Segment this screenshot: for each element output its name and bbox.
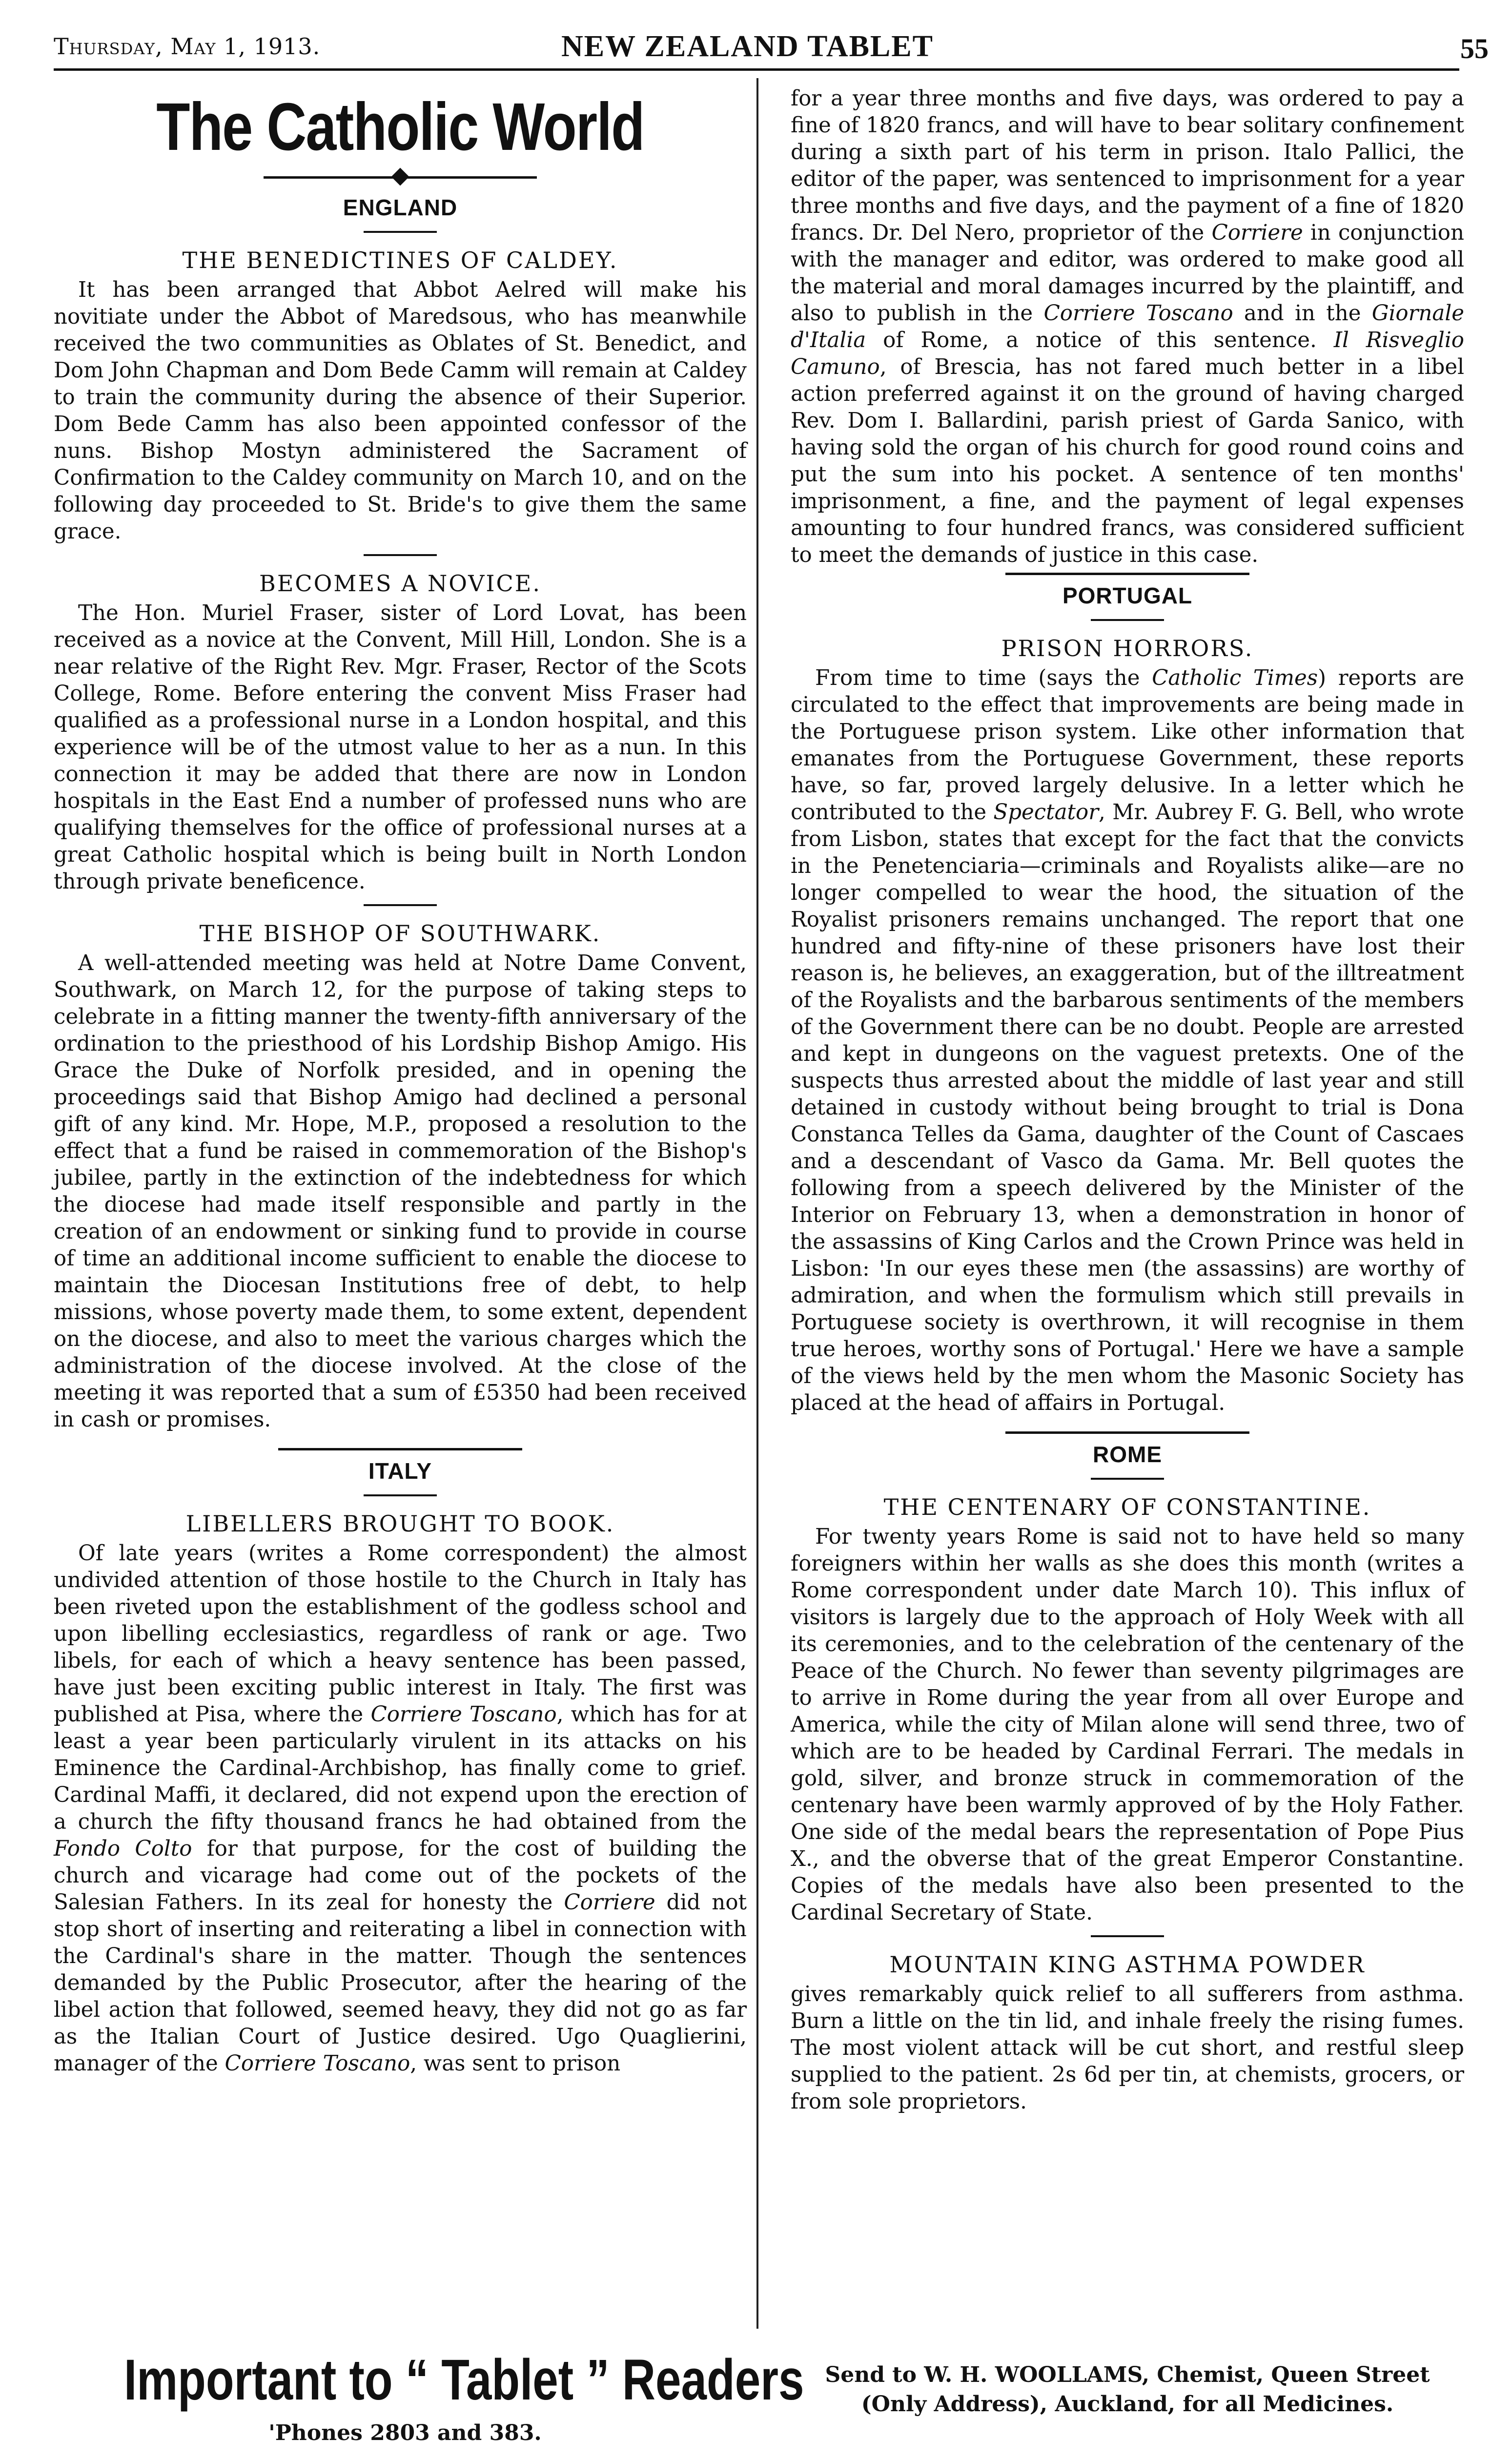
headline-caldey: THE BENEDICTINES OF CALDEY. bbox=[182, 247, 618, 273]
short-rule bbox=[1091, 1478, 1164, 1480]
advert-asthma: gives remarkably quick relief to all sufferers from asthma. Burn a little on the tin lid, and inhale freely the rising fumes. The most violent attack will be cut short, and restful sleep supplied to the patient. 2s 6d per tin, at chemists, grocers, or from sole proprietors. bbox=[791, 1982, 1464, 2114]
short-rule bbox=[364, 1494, 437, 1496]
publication-title: NEW ZEALAND TABLET bbox=[561, 30, 934, 63]
section-italy: ITALY bbox=[368, 1458, 432, 1484]
headline-centenary: THE CENTENARY OF CONSTANTINE. bbox=[883, 1494, 1371, 1520]
ornament-rule bbox=[264, 167, 537, 187]
left-column bbox=[54, 85, 747, 2077]
footer-address-line2: (Only Address), Auckland, for all Medicines. bbox=[861, 2392, 1394, 2417]
footer-phones: 'Phones 2803 and 383. bbox=[268, 2420, 542, 2441]
short-rule bbox=[1091, 619, 1164, 621]
footer-advert bbox=[54, 2348, 804, 2441]
section-england: ENGLAND bbox=[343, 195, 458, 220]
footer-headline: Important to “ Tablet ” Readers bbox=[124, 2348, 804, 2412]
issue-date: Thursday, May 1, 1913. bbox=[54, 33, 321, 60]
column-divider bbox=[756, 78, 758, 2329]
short-rule bbox=[364, 231, 437, 233]
article-novice: The Hon. Muriel Fraser, sister of Lord Lovat, has been received as a novice at the Convent, Mill Hill, London. She is a near relative of the Right Rev. Mgr. Fraser, Rector of the Scots College, Rome. Before entering the convent Miss Fraser had qualified as a professional nurse in a London hospital, and this experience will be of the utmost value to her as a nun. In this connection it may be added that there are now in London hospitals in the East End a number of professed nuns who are qualifying themselves for the office of professional nurses at a great Catholic hospital which is being built in North London through private beneficence. bbox=[54, 601, 747, 894]
headline-southwark: THE BISHOP OF SOUTHWARK. bbox=[199, 920, 601, 947]
section-rule bbox=[278, 1448, 522, 1450]
headline-novice: BECOMES A NOVICE. bbox=[259, 570, 541, 597]
page-number: 55 bbox=[1460, 33, 1489, 64]
footer-address bbox=[791, 2360, 1464, 2419]
short-rule bbox=[364, 904, 437, 906]
headline-asthma: MOUNTAIN KING ASTHMA POWDER bbox=[889, 1951, 1366, 1978]
page-header bbox=[54, 29, 1498, 66]
right-column bbox=[791, 85, 1464, 2115]
footer-address-line1: Send to W. H. WOOLLAMS, Chemist, Queen Street bbox=[825, 2362, 1430, 2387]
article-centenary: For twenty years Rome is said not to have held so many foreigners within her walls as she does this month (writes a Rome correspondent under date March 10). This influx of visitors is largely due to the approach of Holy Week with all its ceremonies, and to the celebration of the centenary of the Peace of the Church. No fewer than seventy pilgrimages are to arrive in Rome during the year from all over Europe and America, while the city of Milan alone will send three, two of which are to be headed by Cardinal Ferrari. The medals in gold, silver, and bronze struck in commemoration of the centenary have been warmly approved of by the Holy Father. One side of the medal bears the representation of Pope Pius X., and the obverse that of the great Emperor Constantine. Copies of the medals have also been presented to the Cardinal Secretary of State. bbox=[791, 1525, 1464, 1925]
article-libellers-continued: for a year three months and five days, was ordered to pay a fine of 1820 francs, and will have to bear solitary confinement during a sixth part of his term in prison. Italo Pallici, the editor of the paper, was sentenced to imprisonment for a year three months and five days, and the payment of a fine of 1820 francs. Dr. Del Nero, proprietor of the Corriere in conjunction with the manager and editor, was ordered to make good all the material and moral damages incurred by the plaintiff, and also to publish in the Corriere Toscano and in the Giornale d'Italia of Rome, a notice of this sentence. Il Risveglio Camuno, of Brescia, has not fared much better in a libel action preferred against it on the ground of having charged Rev. Dom I. Ballardini, parish priest of Garda Sanico, with having sold the organ of his church for good round coins and put the sum into his pocket. A sentence of ten months' imprisonment, a fine, and the payment of legal expenses amounting to four hundred francs, was considered sufficient to meet the demands of justice in this case. bbox=[791, 86, 1464, 567]
article-caldey: It has been arranged that Abbot Aelred will make his novitiate under the Abbot of Maredsous, who has meanwhile received the two communities as Oblates of St. Benedict, and Dom John Chapman and Dom Bede Camm will remain at Caldey to train the community during the absence of their Superior. Dom Bede Camm has also been appointed confessor of the nuns. Bishop Mostyn administered the Sacrament of Confirmation to the Caldey community on March 10, and on the following day proceeded to St. Bride's to give them the same grace. bbox=[54, 278, 747, 544]
header-rule bbox=[54, 68, 1459, 71]
article-southwark: A well-attended meeting was held at Notre Dame Convent, Southwark, on March 12, for the purpose of taking steps to celebrate in a fitting manner the twenty-fifth anniversary of the ordination to the priesthood of his Lordship Bishop Amigo. His Grace the Duke of Norfolk presided, and in opening the proceedings said that Bishop Amigo had declined a personal gift of any kind. Mr. Hope, M.P., proposed a resolution to the effect that a fund be raised in commemoration of the Bishop's jubilee, partly in the extinction of the indebtedness for which the diocese had made itself responsible and partly in the creation of an endowment or sinking fund to provide in course of time an additional income sufficient to enable the diocese to maintain the Diocesan Institutions free of debt, to help missions, whose poverty made them, to some extent, dependent on the diocese, and also to meet the various charges which the administration of the diocese involved. At the close of the meeting it was reported that a sum of £5350 had been received in cash or promises. bbox=[54, 951, 747, 1432]
section-portugal: PORTUGAL bbox=[1062, 583, 1193, 608]
headline-prison: PRISON HORRORS. bbox=[1001, 635, 1254, 662]
short-rule bbox=[1091, 1935, 1164, 1937]
article-prison: From time to time (says the Catholic Times) reports are circulated to the effect that improvements are being made in the Portuguese prison system. Like other information that emanates from the Portuguese Government, these reports have, so far, proved largely delusive. In a letter which he contributed to the Spectator, Mr. Aubrey F. G. Bell, who wrote from Lisbon, states that except for the fact that the convicts in the Penetenciaria—criminals and Royalists alike—are no longer compelled to wear the hood, the situation of the Royalist prisoners remains unchanged. The report that one hundred and fifty-nine of these prisoners have lost their reason is, he believes, an exaggeration, but of the illtreatment of the Royalists and the barbarous sentiments of the members of the Government there can be no doubt. People are arrested and kept in dungeons on the vaguest pretexts. One of the suspects thus arrested about the middle of last year and still detained in custody without being brought to trial is Dona Constanca Telles da Gama, daughter of the Count of Cascaes and a descendant of Vasco da Gama. Mr. Bell quotes the following from a speech delivered by the Minister of the Interior on February 13, when a demonstration in honor of the assassins of King Carlos and the Crown Prince was held in Lisbon: 'In our eyes these men (the assassins) are worthy of admiration, and when the formulism which still prevails in Portuguese society is overthrown, it will recognise in them true heroes, worthy sons of Portugal.' Here we have a sample of the views held by the men whom the Masonic Society has placed at the head of affairs in Portugal. bbox=[791, 666, 1464, 1415]
section-rule bbox=[1005, 573, 1249, 575]
article-libellers: Of late years (writes a Rome correspondent) the almost undivided attention of those hostile to the Church in Italy has been riveted upon the establishment of the godless school and upon libelling ecclesiastics, regardless of rank or age. Two libels, for each of which a heavy sentence has been passed, have just been exciting public interest in Italy. The first was published at Pisa, where the Corriere Toscano, which has for at least a year been particularly virulent in its attacks on his Eminence the Cardinal-Archbishop, has finally come to grief. Cardinal Maffi, it declared, did not expend upon the erection of a church the fifty thousand francs he had obtained from the Fondo Colto for that purpose, for the cost of building the church and vicarage had come out of the pockets of the Salesian Fathers. In its zeal for honesty the Corriere did not stop short of inserting and reiterating a libel in connection with the Cardinal's share in the matter. Though the sentences demanded by the Public Prosecutor, after the hearing of the libel action that followed, seemed heavy, they did not go as far as the Italian Court of Justice desired. Ugo Quaglierini, manager of the Corriere Toscano, was sent to prison bbox=[54, 1541, 747, 2076]
headline-libellers: LIBELLERS BROUGHT TO BOOK. bbox=[185, 1510, 615, 1537]
section-rome: ROME bbox=[1093, 1442, 1162, 1467]
short-rule bbox=[364, 554, 437, 556]
masthead: The Catholic World bbox=[156, 89, 644, 165]
section-rule bbox=[1005, 1431, 1249, 1434]
